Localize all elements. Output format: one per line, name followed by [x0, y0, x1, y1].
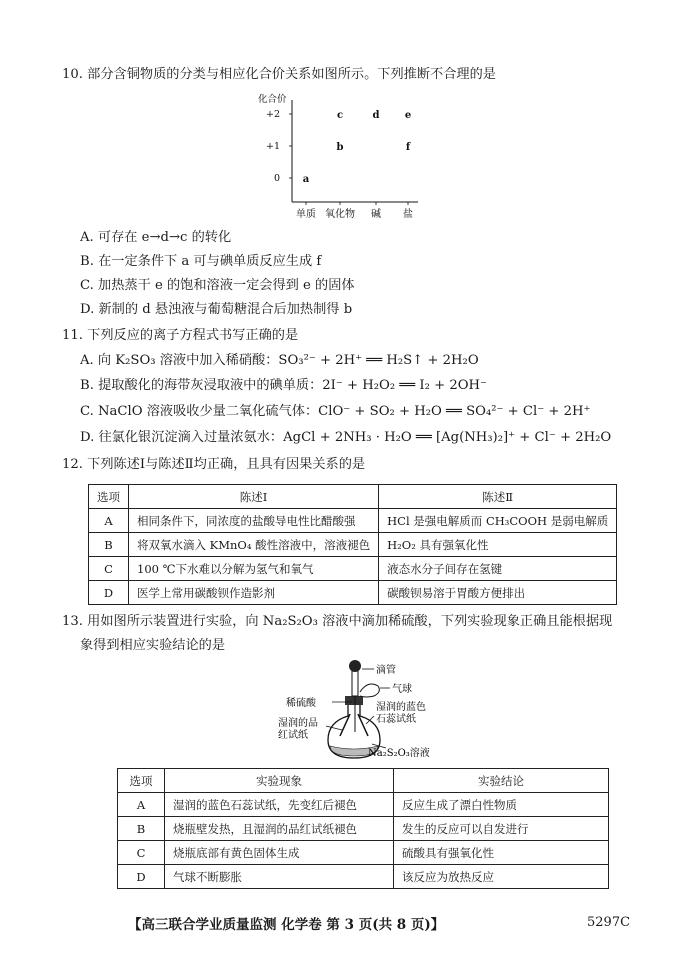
table-cell: 反应生成了漂白性物质 — [394, 793, 609, 817]
chart-point-label: b — [336, 142, 344, 153]
table-cell: C — [118, 841, 165, 865]
table-header: 实验结论 — [394, 769, 609, 793]
table-row — [118, 841, 609, 865]
table-row — [118, 817, 609, 841]
table-cell: A — [89, 509, 129, 533]
q13-stem-line1: 13. 用如图所示装置进行实验，向 Na₂S₂O₃ 溶液中滴加稀硫酸，下列实验现象正确且能根据现 — [62, 614, 613, 629]
table-cell: 烧瓶底部有黄色固体生成 — [165, 841, 394, 865]
q13-table — [117, 768, 609, 889]
q11-stem: 11. 下列反应的离子方程式书写正确的是 — [62, 328, 299, 343]
table-row — [89, 581, 617, 605]
table-row — [118, 793, 609, 817]
table-cell: H₂O₂ 具有强氧化性 — [379, 533, 617, 557]
q11-option-b: B. 提取酸化的海带灰浸取液中的碘单质：2I⁻ + H₂O₂ ══ I₂ + 2OH⁻ — [80, 378, 487, 393]
q10-option-d: D. 新制的 d 悬浊液与葡萄糖混合后加热制得 b — [80, 302, 353, 317]
q13-apparatus-diagram — [270, 658, 430, 762]
table-cell: D — [118, 865, 165, 889]
table-cell: 碳酸钡易溶于胃酸方便排出 — [379, 581, 617, 605]
chart-x-tick-label: 氧化物 — [325, 209, 355, 220]
table-cell: 医学上常用碳酸钡作造影剂 — [129, 581, 379, 605]
table-cell: 湿润的蓝色石蕊试纸，先变红后褪色 — [165, 793, 394, 817]
chart-x-tick-label: 碱 — [371, 209, 381, 220]
label-blue-paper-1: 湿润的蓝色 — [376, 702, 426, 713]
chart-point-label: e — [404, 110, 412, 121]
q11-option-d: D. 往氯化银沉淀滴入过量浓氨水：AgCl + 2NH₃ · H₂O ══ [Ag(NH₃)₂]⁺ + Cl⁻ + 2H₂O — [80, 430, 612, 445]
chart-point-label: c — [336, 110, 344, 121]
q11-option-a: A. 向 K₂SO₃ 溶液中加入稀硝酸：SO₃²⁻ + 2H⁺ ══ H₂S↑ + 2H₂O — [80, 353, 479, 368]
q13-stem-line2: 象得到相应实验结论的是 — [80, 638, 226, 653]
table-header: 选项 — [118, 769, 165, 793]
table-row — [89, 557, 617, 581]
chart-y-tick-label: +1 — [265, 141, 280, 152]
chart-point-label: f — [405, 142, 411, 153]
table-cell: 发生的反应可以自发进行 — [394, 817, 609, 841]
label-red-paper-1: 湿润的品 — [278, 718, 318, 729]
label-dropper: 滴管 — [376, 665, 396, 676]
table-cell: A — [118, 793, 165, 817]
label-red-paper-2: 红试纸 — [278, 730, 308, 741]
table-cell: 液态水分子间存在氢键 — [379, 557, 617, 581]
q10-option-b: B. 在一定条件下 a 可与碘单质反应生成 f — [80, 254, 322, 269]
chart-y-tick-label: +2 — [265, 109, 280, 120]
table-row — [118, 865, 609, 889]
table-row — [89, 533, 617, 557]
table-header-row — [89, 485, 617, 509]
table-cell: 硫酸具有强氧化性 — [394, 841, 609, 865]
q10-stem: 10. 部分含铜物质的分类与相应化合价关系如图所示。下列推断不合理的是 — [62, 67, 496, 82]
table-header-row — [118, 769, 609, 793]
chart-point-label: a — [302, 174, 310, 185]
table-cell: 将双氧水滴入 KMnO₄ 酸性溶液中，溶液褪色 — [129, 533, 379, 557]
label-acid: 稀硫酸 — [286, 698, 316, 709]
table-header: 陈述Ⅱ — [379, 485, 617, 509]
chart-y-tick-label: 0 — [273, 173, 280, 184]
chart-point-label: d — [372, 110, 380, 121]
table-cell: HCl 是强电解质而 CH₃COOH 是弱电解质 — [379, 509, 617, 533]
label-solution: Na₂S₂O₃溶液 — [368, 748, 430, 759]
label-blue-paper-2: 石蕊试纸 — [376, 714, 416, 725]
table-header: 陈述Ⅰ — [129, 485, 379, 509]
chart-x-tick-label: 单质 — [296, 209, 316, 220]
table-cell: B — [118, 817, 165, 841]
table-cell: C — [89, 557, 129, 581]
table-cell: 相同条件下，同浓度的盐酸导电性比醋酸强 — [129, 509, 379, 533]
table-cell: 该反应为放热反应 — [394, 865, 609, 889]
table-header: 选项 — [89, 485, 129, 509]
q10-option-a: A. 可存在 e→d→c 的转化 — [80, 230, 232, 245]
chart-y-axis-label: 化合价 — [258, 94, 287, 105]
q10-valence-chart — [258, 92, 428, 222]
page-footer: 【高三联合学业质量监测 化学卷 第 3 页(共 8 页)】 — [128, 917, 445, 933]
chart-x-tick-label: 盐 — [403, 209, 413, 220]
label-balloon: 气球 — [392, 684, 412, 695]
table-cell: 气球不断膨胀 — [165, 865, 394, 889]
table-row — [89, 509, 617, 533]
page-code: 5297C — [587, 915, 631, 930]
q12-stem: 12. 下列陈述Ⅰ与陈述Ⅱ均正确，且具有因果关系的是 — [62, 457, 366, 472]
q10-option-c: C. 加热蒸干 e 的饱和溶液一定会得到 e 的固体 — [80, 278, 355, 293]
table-cell: 100 ℃下水难以分解为氢气和氧气 — [129, 557, 379, 581]
table-cell: B — [89, 533, 129, 557]
table-cell: D — [89, 581, 129, 605]
q11-option-c: C. NaClO 溶液吸收少量二氧化硫气体：ClO⁻ + SO₂ + H₂O ══ SO₄²⁻ + Cl⁻ + 2H⁺ — [80, 404, 591, 419]
q12-table — [88, 484, 617, 605]
table-cell: 烧瓶壁发热，且湿润的品红试纸褪色 — [165, 817, 394, 841]
table-header: 实验现象 — [165, 769, 394, 793]
